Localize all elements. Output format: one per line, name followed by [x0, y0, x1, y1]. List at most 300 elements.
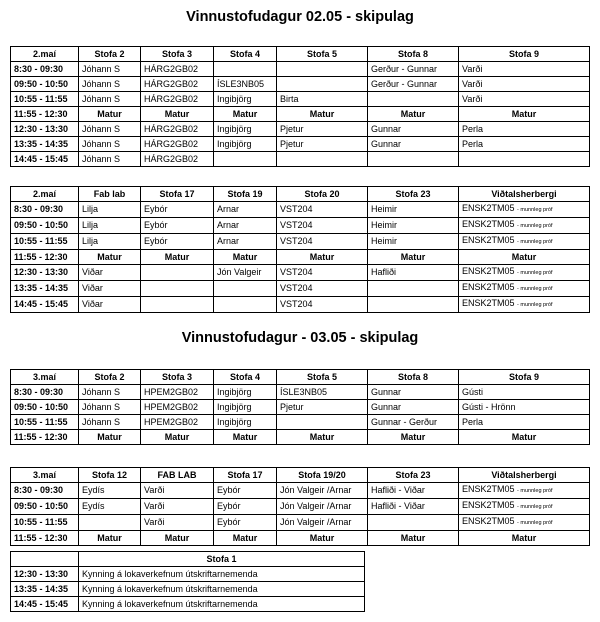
- header-cell: Stofa 23: [368, 468, 459, 483]
- cell-text: Matur: [232, 431, 258, 442]
- schedule-cell: [214, 499, 277, 515]
- schedule-cell: [79, 218, 141, 234]
- cell-text: ÍSLE3NB05: [280, 386, 328, 397]
- cell-text: Gústi - Hrönn: [462, 401, 516, 412]
- header-cell: Stofa 4: [214, 370, 277, 385]
- time-slot-cell: [11, 400, 79, 415]
- cell-text: Matur: [309, 532, 335, 543]
- cell-text: 14:45 - 15:45: [14, 598, 69, 609]
- header-cell: Stofa 2: [79, 370, 141, 385]
- cell-text: HPEM2GB02: [144, 386, 199, 397]
- schedule-cell: [277, 122, 368, 137]
- cell-text: ENSK2TM05: [462, 500, 515, 510]
- oral-exam-note: - munnleg próf: [517, 520, 553, 526]
- schedule-cell: [368, 122, 459, 137]
- header-cell: Stofa 19/20: [277, 468, 368, 483]
- schedule-cell: [368, 385, 459, 400]
- cell-text: Varði: [462, 78, 483, 89]
- cell-text: 14:45 - 15:45: [14, 153, 69, 164]
- table-row: [11, 483, 590, 499]
- cell-text: ENSK2TM05: [462, 266, 515, 276]
- schedule-cell: [459, 281, 590, 297]
- time-slot-cell: [11, 202, 79, 218]
- schedule-cell: [368, 400, 459, 415]
- table-body: [11, 483, 590, 546]
- schedule-cell: [79, 77, 141, 92]
- cell-text: 10:55 - 11:55: [14, 517, 68, 527]
- schedule-cell: [459, 202, 590, 218]
- cell-text: Matur: [400, 251, 426, 262]
- table-body: [11, 202, 590, 313]
- cell-text: ENSK2TM05: [462, 219, 515, 229]
- table-header-row: [11, 47, 590, 62]
- lunch-cell: [141, 430, 214, 445]
- table-row: [11, 281, 590, 297]
- cell-text: VST204: [280, 236, 313, 246]
- schedule-cell: [277, 415, 368, 430]
- schedule-cell: [214, 415, 277, 430]
- schedule-cell: [459, 137, 590, 152]
- cell-text: Matur: [511, 532, 537, 543]
- cell-text: Ingibjörg: [217, 138, 252, 149]
- cell-text: Hafliði - Viðar: [371, 501, 425, 511]
- time-slot-cell: [11, 515, 79, 531]
- cell-text: HÁRG2GB02: [144, 78, 199, 89]
- cell-text: 13:35 - 14:35: [14, 283, 69, 293]
- header-cell: Stofa 20: [277, 187, 368, 202]
- cell-text: Viðar: [82, 267, 103, 277]
- cell-text: Matur: [164, 108, 190, 119]
- cell-text: 12:30 - 13:30: [14, 267, 69, 277]
- schedule-cell: [141, 281, 214, 297]
- cell-text: 8:30 - 09:30: [14, 485, 64, 495]
- cell-text: 11:55 - 12:30: [14, 251, 68, 262]
- table-row: [11, 137, 590, 152]
- cell-text: Ingibjörg: [217, 401, 252, 412]
- schedule-cell: [368, 137, 459, 152]
- cell-text: Ingibjörg: [217, 386, 252, 397]
- schedule-cell: [368, 234, 459, 250]
- cell-text: Ingibjörg: [217, 123, 252, 134]
- header-cell: Stofa 3: [141, 370, 214, 385]
- cell-text: Jóhann S: [82, 78, 121, 89]
- cell-text: Jón Valgeir /Arnar: [280, 517, 352, 527]
- schedule-cell: [141, 265, 214, 281]
- schedule-cell: [79, 567, 365, 582]
- schedule-cell: [79, 297, 141, 313]
- schedule-cell: [368, 202, 459, 218]
- schedule-cell: [214, 234, 277, 250]
- cell-text: Jóhann S: [82, 123, 121, 134]
- cell-text: Eybór: [217, 501, 241, 511]
- cell-text: Perla: [462, 138, 484, 149]
- header-cell: Stofa 12: [79, 468, 141, 483]
- header-cell: Stofa 5: [277, 47, 368, 62]
- cell-text: Eybór: [217, 485, 241, 495]
- schedule-cell: [277, 137, 368, 152]
- cell-text: Matur: [511, 431, 537, 442]
- cell-text: Eydís: [82, 485, 105, 495]
- cell-text: Perla: [462, 123, 484, 134]
- cell-text: Heimir: [371, 220, 397, 230]
- schedule-cell: [79, 483, 141, 499]
- time-slot-cell: [11, 152, 79, 167]
- cell-text: 09:50 - 10:50: [14, 501, 69, 511]
- cell-text: Matur: [97, 251, 122, 262]
- schedule-cell: [141, 137, 214, 152]
- time-slot-cell: [11, 250, 79, 265]
- lunch-cell: [214, 531, 277, 546]
- cell-text: Jóhann S: [82, 153, 121, 164]
- schedule-cell: [141, 385, 214, 400]
- schedule-table-day2-a: [10, 369, 590, 445]
- schedule-cell: [79, 582, 365, 597]
- header-cell: Stofa 8: [368, 370, 459, 385]
- cell-text: 11:55 - 12:30: [14, 108, 68, 119]
- cell-text: Jón Valgeir: [217, 267, 262, 277]
- cell-text: Kynning á lokaverkefnum útskriftarnemenda: [82, 568, 258, 579]
- lunch-cell: [79, 250, 141, 265]
- cell-text: 13:35 - 14:35: [14, 138, 69, 149]
- cell-text: Jóhann S: [82, 63, 121, 74]
- time-slot-cell: [11, 77, 79, 92]
- time-slot-cell: [11, 137, 79, 152]
- schedule-cell: [141, 483, 214, 499]
- schedule-cell: [79, 122, 141, 137]
- cell-text: Matur: [97, 532, 122, 543]
- cell-text: Matur: [309, 108, 335, 119]
- cell-text: ENSK2TM05: [462, 203, 515, 213]
- table-row: [11, 62, 590, 77]
- cell-text: HPEM2GB02: [144, 416, 199, 427]
- cell-text: Eybór: [144, 220, 168, 230]
- schedule-cell: [459, 385, 590, 400]
- table-row: [11, 152, 590, 167]
- schedule-cell: [79, 281, 141, 297]
- table-body: [11, 567, 365, 612]
- table-row: [11, 265, 590, 281]
- cell-text: VST204: [280, 283, 313, 293]
- cell-text: Matur: [511, 108, 537, 119]
- schedule-cell: [79, 92, 141, 107]
- cell-text: Eybór: [217, 517, 241, 527]
- lunch-cell: [214, 430, 277, 445]
- time-slot-cell: [11, 62, 79, 77]
- cell-text: 12:30 - 13:30: [14, 568, 69, 579]
- schedule-cell: [459, 62, 590, 77]
- cell-text: Pjetur: [280, 138, 304, 149]
- cell-text: 8:30 - 09:30: [14, 386, 64, 397]
- schedule-cell: [141, 234, 214, 250]
- schedule-cell: [459, 122, 590, 137]
- schedule-cell: [79, 62, 141, 77]
- table-row: [11, 499, 590, 515]
- schedule-cell: [141, 499, 214, 515]
- cell-text: Kynning á lokaverkefnum útskriftarnemenda: [82, 598, 258, 609]
- schedule-cell: [79, 385, 141, 400]
- cell-text: Matur: [309, 251, 335, 262]
- cell-text: HÁRG2GB02: [144, 93, 199, 104]
- cell-text: ÍSLE3NB05: [217, 78, 265, 89]
- schedule-cell: [79, 415, 141, 430]
- schedule-cell: [141, 202, 214, 218]
- schedule-cell: [214, 400, 277, 415]
- time-slot-cell: [11, 567, 79, 582]
- schedule-cell: [277, 62, 368, 77]
- schedule-cell: [459, 152, 590, 167]
- cell-text: Gunnar: [371, 386, 402, 397]
- cell-text: Arnar: [217, 236, 240, 246]
- schedule-cell: [459, 234, 590, 250]
- header-cell: Stofa 1: [79, 552, 365, 567]
- cell-text: Eybór: [144, 204, 168, 214]
- oral-exam-note: - munnleg próf: [517, 223, 553, 229]
- schedule-cell: [79, 202, 141, 218]
- cell-text: Gerður - Gunnar: [371, 78, 438, 89]
- header-cell: [11, 552, 79, 567]
- cell-text: Birta: [280, 93, 299, 104]
- schedule-cell: [277, 400, 368, 415]
- header-cell: 3.maí: [11, 370, 79, 385]
- lunch-cell: [459, 430, 590, 445]
- schedule-cell: [79, 137, 141, 152]
- cell-text: Pjetur: [280, 123, 304, 134]
- schedule-cell: [141, 415, 214, 430]
- schedule-cell: [459, 415, 590, 430]
- schedule-cell: [214, 92, 277, 107]
- cell-text: Varði: [144, 485, 165, 495]
- lunch-cell: [459, 531, 590, 546]
- lunch-cell: [79, 430, 141, 445]
- schedule-cell: [214, 202, 277, 218]
- lunch-cell: [368, 531, 459, 546]
- schedule-cell: [459, 515, 590, 531]
- header-cell: Stofa 3: [141, 47, 214, 62]
- header-cell: 2.maí: [11, 47, 79, 62]
- schedule-cell: [277, 297, 368, 313]
- header-cell: Stofa 5: [277, 370, 368, 385]
- cell-text: Matur: [400, 108, 426, 119]
- schedule-table-day2-b: [10, 467, 590, 546]
- cell-text: Gunnar: [371, 401, 402, 412]
- schedule-cell: [277, 281, 368, 297]
- header-cell: Fab lab: [79, 187, 141, 202]
- table-body: [11, 385, 590, 445]
- schedule-table-stofa1: [10, 551, 365, 612]
- schedule-title-day1: Vinnustofudagur 02.05 - skipulag: [186, 9, 414, 25]
- table-row: [11, 582, 365, 597]
- table-row: [11, 107, 590, 122]
- cell-text: Matur: [511, 251, 537, 262]
- oral-exam-note: - munnleg próf: [517, 270, 553, 276]
- table-header-row: [11, 468, 590, 483]
- cell-text: ENSK2TM05: [462, 298, 515, 308]
- time-slot-cell: [11, 385, 79, 400]
- table-row: [11, 234, 590, 250]
- schedule-cell: [214, 122, 277, 137]
- cell-text: 11:55 - 12:30: [14, 532, 68, 543]
- schedule-cell: [368, 483, 459, 499]
- schedule-cell: [214, 483, 277, 499]
- cell-text: ENSK2TM05: [462, 516, 515, 526]
- cell-text: Gerður - Gunnar: [371, 63, 438, 74]
- cell-text: Ingibjörg: [217, 93, 252, 104]
- table-row: [11, 400, 590, 415]
- cell-text: Hafliði - Viðar: [371, 485, 425, 495]
- cell-text: Viðar: [82, 299, 103, 309]
- schedule-cell: [79, 499, 141, 515]
- cell-text: 12:30 - 13:30: [14, 123, 69, 134]
- cell-text: 10:55 - 11:55: [14, 236, 68, 246]
- cell-text: ENSK2TM05: [462, 484, 515, 494]
- cell-text: Perla: [462, 416, 484, 427]
- cell-text: Hafliði: [371, 267, 397, 277]
- cell-text: Viðar: [82, 283, 103, 293]
- schedule-cell: [214, 297, 277, 313]
- schedule-cell: [214, 265, 277, 281]
- table-row: [11, 122, 590, 137]
- schedule-cell: [141, 515, 214, 531]
- cell-text: Eydís: [82, 501, 105, 511]
- schedule-cell: [459, 297, 590, 313]
- table-body: [11, 62, 590, 167]
- cell-text: Jóhann S: [82, 416, 121, 427]
- cell-text: 09:50 - 10:50: [14, 78, 69, 89]
- schedule-cell: [459, 77, 590, 92]
- lunch-cell: [277, 250, 368, 265]
- cell-text: Varði: [144, 517, 165, 527]
- lunch-cell: [141, 531, 214, 546]
- cell-text: Matur: [232, 251, 258, 262]
- cell-text: VST204: [280, 204, 313, 214]
- cell-text: VST204: [280, 299, 313, 309]
- oral-exam-note: - munnleg próf: [517, 302, 553, 308]
- schedule-cell: [459, 499, 590, 515]
- time-slot-cell: [11, 107, 79, 122]
- schedule-cell: [79, 234, 141, 250]
- schedule-cell: [368, 62, 459, 77]
- schedule-cell: [141, 218, 214, 234]
- cell-text: HÁRG2GB02: [144, 153, 199, 164]
- table-header-row: [11, 370, 590, 385]
- schedule-cell: [368, 92, 459, 107]
- time-slot-cell: [11, 265, 79, 281]
- schedule-cell: [277, 152, 368, 167]
- cell-text: 09:50 - 10:50: [14, 220, 69, 230]
- schedule-cell: [277, 385, 368, 400]
- schedule-cell: [141, 122, 214, 137]
- schedule-cell: [141, 152, 214, 167]
- table-row: [11, 531, 590, 546]
- header-cell: Stofa 19: [214, 187, 277, 202]
- cell-text: ENSK2TM05: [462, 235, 515, 245]
- schedule-cell: [141, 62, 214, 77]
- oral-exam-note: - munnleg próf: [517, 488, 553, 494]
- table-row: [11, 218, 590, 234]
- header-cell: FAB LAB: [141, 468, 214, 483]
- cell-text: 8:30 - 09:30: [14, 204, 64, 214]
- header-cell: 3.maí: [11, 468, 79, 483]
- schedule-cell: [277, 92, 368, 107]
- cell-text: Jóhann S: [82, 138, 121, 149]
- table-row: [11, 415, 590, 430]
- schedule-cell: [214, 281, 277, 297]
- schedule-cell: [277, 515, 368, 531]
- header-cell: Stofa 9: [459, 47, 590, 62]
- header-cell: Stofa 9: [459, 370, 590, 385]
- schedule-cell: [214, 515, 277, 531]
- cell-text: Varði: [144, 501, 165, 511]
- cell-text: HÁRG2GB02: [144, 138, 199, 149]
- schedule-cell: [459, 400, 590, 415]
- schedule-cell: [277, 265, 368, 281]
- cell-text: VST204: [280, 220, 313, 230]
- cell-text: Ingibjörg: [217, 416, 252, 427]
- schedule-cell: [368, 265, 459, 281]
- time-slot-cell: [11, 218, 79, 234]
- schedule-cell: [368, 152, 459, 167]
- lunch-cell: [368, 430, 459, 445]
- schedule-cell: [368, 297, 459, 313]
- cell-text: Matur: [97, 431, 122, 442]
- cell-text: Matur: [400, 532, 426, 543]
- schedule-table-day1-b: [10, 186, 590, 313]
- cell-text: Matur: [309, 431, 335, 442]
- schedule-cell: [214, 385, 277, 400]
- cell-text: Kynning á lokaverkefnum útskriftarnemenda: [82, 583, 258, 594]
- schedule-cell: [141, 77, 214, 92]
- cell-text: 14:45 - 15:45: [14, 299, 69, 309]
- schedule-cell: [79, 597, 365, 612]
- schedule-cell: [277, 499, 368, 515]
- time-slot-cell: [11, 122, 79, 137]
- cell-text: Pjetur: [280, 401, 304, 412]
- schedule-cell: [214, 62, 277, 77]
- lunch-cell: [214, 107, 277, 122]
- table-header-row: [11, 187, 590, 202]
- schedule-cell: [79, 265, 141, 281]
- schedule-cell: [79, 400, 141, 415]
- cell-text: HÁRG2GB02: [144, 123, 199, 134]
- time-slot-cell: [11, 281, 79, 297]
- cell-text: Varði: [462, 93, 483, 104]
- header-cell: Stofa 23: [368, 187, 459, 202]
- schedule-cell: [368, 499, 459, 515]
- cell-text: 11:55 - 12:30: [14, 431, 68, 442]
- cell-text: Lilja: [82, 236, 99, 246]
- schedule-cell: [277, 483, 368, 499]
- schedule-cell: [141, 297, 214, 313]
- lunch-cell: [141, 107, 214, 122]
- schedule-cell: [214, 218, 277, 234]
- lunch-cell: [459, 107, 590, 122]
- schedule-cell: [368, 281, 459, 297]
- cell-text: Jóhann S: [82, 401, 121, 412]
- cell-text: Matur: [232, 532, 258, 543]
- lunch-cell: [277, 107, 368, 122]
- schedule-cell: [277, 218, 368, 234]
- oral-exam-note: - munnleg próf: [517, 207, 553, 213]
- time-slot-cell: [11, 415, 79, 430]
- time-slot-cell: [11, 531, 79, 546]
- table-row: [11, 250, 590, 265]
- cell-text: Jóhann S: [82, 386, 121, 397]
- cell-text: Matur: [97, 108, 122, 119]
- lunch-cell: [79, 531, 141, 546]
- cell-text: Gunnar: [371, 138, 402, 149]
- schedule-cell: [79, 152, 141, 167]
- cell-text: Jóhann S: [82, 93, 121, 104]
